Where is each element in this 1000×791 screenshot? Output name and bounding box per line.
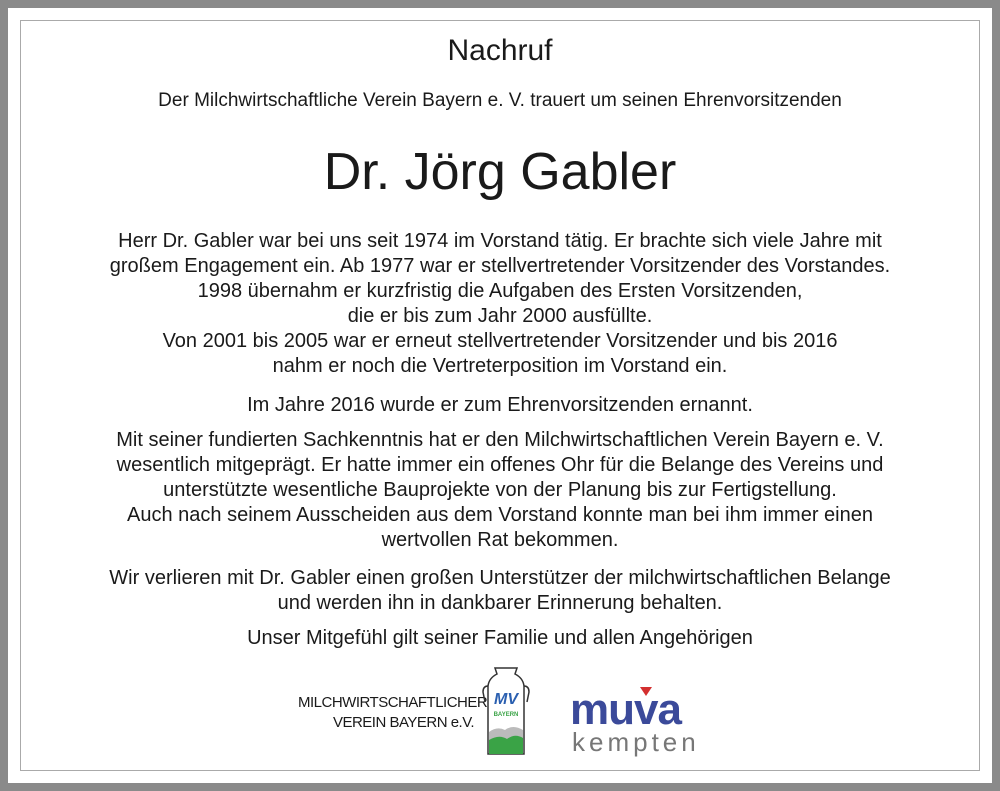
deceased-name: Dr. Jörg Gabler — [323, 143, 677, 201]
paragraph-honorary — [0, 393, 1000, 418]
text-line: Mit seiner fundierten Sachkenntnis hat er den Milchwirtschaftlichen Verein Bayern e. V. — [116, 429, 884, 451]
paragraph-farewell — [0, 566, 1000, 616]
paragraph-contribution — [0, 428, 1000, 553]
text-line: die er bis zum Jahr 2000 ausfüllte. — [347, 305, 653, 327]
text-line: unterstützte wesentliche Bauprojekte von der Planung bis zur Fertigstellung. — [163, 479, 837, 501]
subtitle: Der Milchwirtschaftliche Verein Bayern e. V. trauert um seinen Ehrenvorsitzenden — [158, 90, 842, 111]
mvb-logo-line1: MILCHWIRTSCHAFTLICHER — [298, 694, 488, 711]
text-line: Auch nach seinem Ausscheiden aus dem Vorstand konnte man bei ihm immer einen — [127, 504, 873, 526]
text-line: wesentlich mitgeprägt. Er hatte immer ein offenes Ohr für die Belange des Vereins und — [116, 454, 884, 476]
mvb-logo-line2: VEREIN BAYERN e.V. — [332, 714, 474, 731]
mvb-logo-text — [298, 693, 488, 733]
text-line: 1998 übernahm er kurzfristig die Aufgaben des Ersten Vorsitzenden, — [197, 280, 803, 302]
text-line: Im Jahre 2016 wurde er zum Ehrenvorsitzenden ernannt. — [247, 394, 753, 416]
text-line: Herr Dr. Gabler war bei uns seit 1974 im Vorstand tätig. Er brachte sich viele Jahre mit — [118, 230, 882, 252]
can-mark: MV — [494, 691, 518, 708]
heading-nachruf: Nachruf — [447, 34, 553, 67]
text-line: Unser Mitgefühl gilt seiner Familie und allen Angehörigen — [247, 627, 753, 649]
text-line: Wir verlieren mit Dr. Gabler einen großen Unterstützer der milchwirtschaftlichen Belange — [109, 567, 891, 589]
text-line: nahm er noch die Vertreterposition im Vorstand ein. — [272, 355, 728, 377]
paragraph-career — [0, 229, 1000, 379]
milk-can-logo-icon — [481, 662, 531, 758]
text-line: wertvollen Rat bekommen. — [381, 529, 619, 551]
muva-logo: muva — [570, 685, 681, 734]
muva-city: kempten — [572, 727, 700, 757]
text-line: großem Engagement ein. Ab 1977 war er stellvertretender Vorsitzender des Vorstandes. — [109, 255, 891, 277]
text-line: Von 2001 bis 2005 war er erneut stellvertretender Vorsitzender und bis 2016 — [162, 330, 838, 352]
text-line: und werden ihn in dankbarer Erinnerung behalten. — [277, 592, 723, 614]
paragraph-condolence — [0, 626, 1000, 651]
svg-text:BAYERN: BAYERN — [493, 712, 519, 718]
